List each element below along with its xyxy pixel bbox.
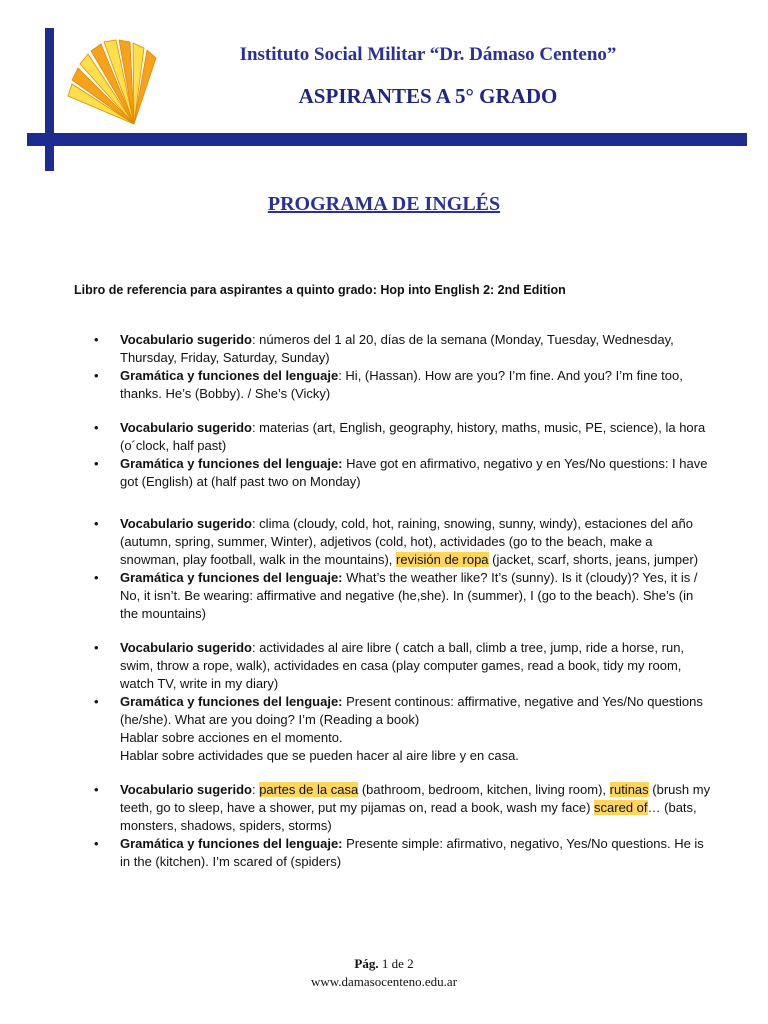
website-url: www.damasocenteno.edu.ar: [310, 974, 458, 989]
section-4: [94, 639, 714, 729]
item-label: Gramática y funciones del lenguaje:: [120, 570, 343, 585]
item-text: : números del 1 al 20, días de la semana (Monday, Tuesday, Wednesday, Thursday, Friday, Saturday, Sunday): [120, 332, 674, 365]
list-item: [94, 639, 714, 693]
highlighted-text: rutinas: [609, 782, 649, 797]
item-label: Vocabulario sugerido: [120, 782, 252, 797]
list-item: [94, 455, 714, 491]
item-text: (jacket, scarf, shorts, jeans, jumper): [488, 552, 699, 567]
item-text: What’s the weather like? It’s (sunny). Is it (cloudy)? Yes, it is / No, it isn’t. Be wearing: affirmative and negative (he,she). In (summer), I (go to the beach). She’s (in the mountains): [120, 570, 698, 621]
item-text: (brush my teeth, go to sleep, have a shower, put my pijamas on, read a book, wash my face): [120, 782, 711, 815]
highlighted-text: revisión de ropa: [396, 552, 489, 567]
section-2: [94, 419, 714, 491]
item-label: Gramática y funciones del lenguaje:: [120, 456, 343, 471]
section-3: [94, 515, 714, 623]
item-text: : Hi, (Hassan). How are you? I’m fine. And you? I’m fine too, thanks. He’s (Bobby). / She’s (Vicky): [120, 368, 683, 401]
item-label: Gramática y funciones del lenguaje:: [120, 694, 343, 709]
reference-book: Libro de referencia para aspirantes a quinto grado: Hop into English 2: 2nd Edition: [74, 283, 566, 297]
item-label: Vocabulario sugerido: [120, 516, 252, 531]
institution-name: Instituto Social Militar “Dr. Dámaso Centeno”: [239, 44, 617, 65]
sunburst-logo-icon: [64, 38, 160, 126]
list-item: [94, 367, 714, 403]
list-item: [94, 693, 714, 729]
section-5: [94, 781, 714, 871]
item-text: : materias (art, English, geography, history, maths, music, PE, science), la hora (o´clock, half past): [120, 420, 706, 453]
item-text: … (bats, monsters, shadows, spiders, storms): [120, 800, 697, 833]
item-label: Vocabulario sugerido: [120, 332, 252, 347]
item-label: Vocabulario sugerido: [120, 640, 252, 655]
item-text: (bathroom, bedroom, kitchen, living room),: [358, 782, 610, 797]
page-footer: [0, 955, 768, 991]
list-item: [94, 515, 714, 569]
extra-note: Hablar sobre actividades que se pueden hacer al aire libre y en casa.: [120, 748, 519, 763]
list-item: [94, 419, 714, 455]
list-item: [94, 835, 714, 871]
list-item: [94, 781, 714, 835]
page-label: Pág.: [354, 956, 379, 971]
item-text: Presente simple: afirmativo, negativo, Yes/No questions. He is in the (kitchen). I’m scared of (spiders): [120, 836, 704, 869]
item-text: Have got en afirmativo, negativo y en Yes/No questions: I have got (English) at (half past two on Monday): [120, 456, 708, 489]
extra-note: Hablar sobre acciones en el momento.: [120, 730, 343, 745]
header-vertical-bar: [45, 28, 54, 171]
header-subtitle: ASPIRANTES A 5° GRADO: [298, 84, 558, 108]
item-text: : actividades al aire libre ( catch a ball, climb a tree, jump, ride a horse, run, swim, throw a rope, walk), actividades en casa (play computer games, read a book, tidy my room, watch TV, write in my diary): [120, 640, 685, 691]
list-item: [94, 331, 714, 367]
page-title: PROGRAMA DE INGLÉS: [267, 193, 501, 215]
page-number: [0, 955, 768, 973]
section-1: [94, 331, 714, 403]
item-label: Gramática y funciones del lenguaje:: [120, 836, 343, 851]
item-label: Gramática y funciones del lenguaje: [120, 368, 339, 383]
program-content: [94, 331, 714, 871]
item-text: :: [251, 782, 260, 797]
page-count: 1 de 2: [378, 956, 414, 971]
item-text: Present continous: affirmative, negative and Yes/No questions (he/she). What are you doing? I’m (Reading a book): [120, 694, 703, 727]
header-horizontal-bar: [27, 133, 747, 146]
item-text: : clima (cloudy, cold, hot, raining, snowing, sunny, windy), estaciones del año (autumn, spring, summer, Winter), adjetivos (cold, hot), actividades (go to the beach, make a snowman, play football, walk in the mountains),: [120, 516, 693, 567]
highlighted-text: partes de la casa: [259, 782, 359, 797]
list-item: [94, 569, 714, 623]
highlighted-text: scared of: [594, 800, 648, 815]
item-label: Vocabulario sugerido: [120, 420, 252, 435]
